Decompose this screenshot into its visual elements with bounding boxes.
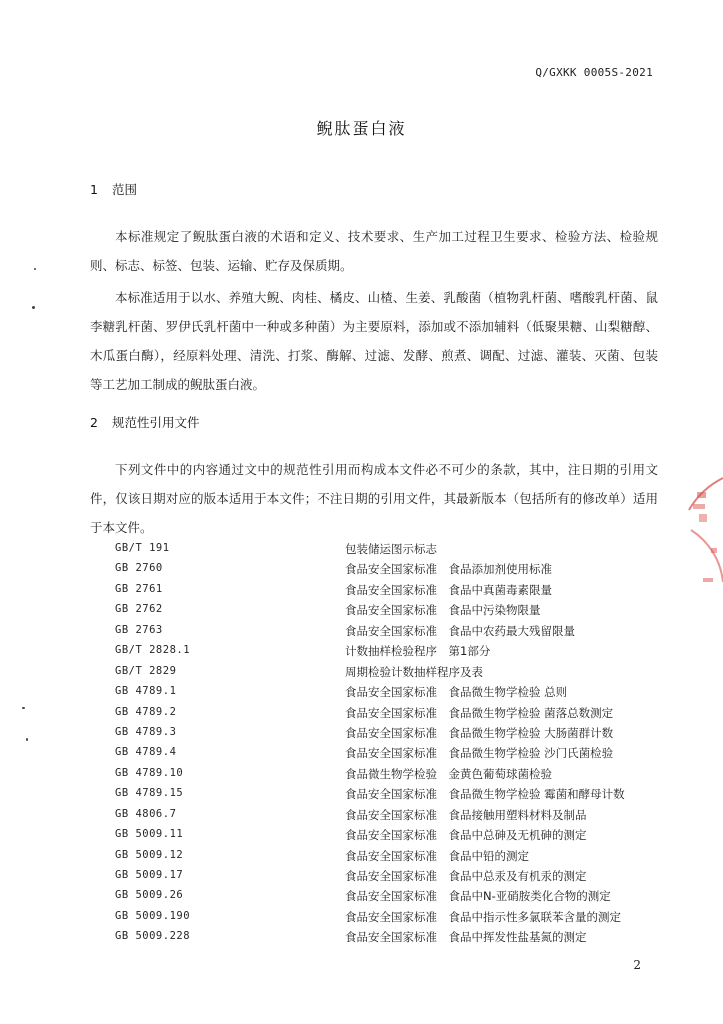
reference-title: 包装储运图示标志	[345, 542, 437, 556]
reference-title: 食品安全国家标准 食品微生物学检验 总则	[345, 685, 568, 700]
reference-code: GB 5009.26	[115, 889, 184, 902]
reference-code: GB/T 2829	[115, 664, 177, 677]
reference-row	[115, 540, 665, 560]
reference-row	[115, 928, 665, 948]
reference-row	[115, 847, 665, 867]
reference-code: GB/T 2828.1	[115, 644, 191, 657]
reference-title: 计数抽样检验程序 第1部分	[345, 644, 491, 659]
reference-title: 食品微生物学检验 金黄色葡萄球菌检验	[345, 766, 552, 781]
reference-code: GB 4789.2	[115, 705, 177, 718]
reference-row	[115, 683, 665, 703]
reference-code: GB 5009.12	[115, 848, 184, 861]
reference-code: GB 4789.4	[115, 746, 177, 759]
document-title: 鲵肽蛋白液	[316, 119, 407, 138]
reference-code: GB 2761	[115, 582, 163, 595]
reference-code: GB 4789.3	[115, 725, 177, 738]
reference-code: GB 5009.11	[115, 828, 184, 841]
reference-title: 食品安全国家标准 食品微生物学检验 菌落总数测定	[345, 705, 614, 720]
reference-title: 食品安全国家标准 食品接触用塑料材料及制品	[345, 807, 587, 822]
reference-title: 食品安全国家标准 食品中指示性多氯联苯含量的测定	[345, 909, 621, 924]
reference-title: 食品安全国家标准 食品中N-亚硝胺类化合物的测定	[345, 889, 611, 904]
section-number: 1	[90, 182, 98, 197]
reference-row	[115, 622, 665, 642]
scope-paragraph-2: 本标准适用于以水、养殖大鲵、肉桂、橘皮、山楂、生姜、乳酸菌（植物乳杆菌、嗜酸乳杆菌、鼠李糖乳杆菌、罗伊氏乳杆菌中一种或多种菌）为主要原料，添加或不添加辅料（低聚果糖、山梨糖醇、木瓜蛋白酶），经原料处理、清洗、打浆、酶解、过滤、发酵、煎煮、调配、过滤、灌装、灭菌、包装等工艺加工制成的鲵肽蛋白液。	[90, 290, 658, 392]
reference-title: 食品安全国家标准 食品中总汞及有机汞的测定	[345, 869, 587, 883]
reference-row	[115, 663, 665, 683]
reference-row	[115, 560, 665, 580]
standard-code: Q/GXKK 0005S-2021	[535, 66, 653, 79]
scan-speck	[34, 268, 36, 270]
reference-code: GB/T 191	[115, 542, 170, 554]
scan-speck	[26, 738, 28, 741]
reference-list	[115, 540, 665, 949]
scope-paragraph-1: 本标准规定了鲵肽蛋白液的术语和定义、技术要求、生产加工过程卫生要求、检验方法、检验规则、标志、标签、包装、运输、贮存及保质期。	[90, 229, 658, 273]
reference-row	[115, 744, 665, 764]
reference-code: GB 2763	[115, 623, 163, 636]
reference-title: 食品安全国家标准 食品中农药最大残留限量	[345, 623, 575, 638]
reference-code: GB 4806.7	[115, 807, 177, 820]
reference-code: GB 2760	[115, 562, 163, 575]
reference-row	[115, 887, 665, 907]
reference-row	[115, 826, 665, 846]
reference-row	[115, 908, 665, 928]
reference-code: GB 5009.228	[115, 930, 191, 943]
reference-row	[115, 642, 665, 662]
reference-code: GB 5009.17	[115, 869, 184, 881]
reference-code: GB 4789.1	[115, 685, 177, 698]
reference-title: 食品安全国家标准 食品中真菌毒素限量	[345, 582, 552, 597]
reference-title: 周期检验计数抽样程序及表	[345, 664, 483, 679]
reference-title: 食品安全国家标准 食品中铅的测定	[345, 848, 529, 863]
reference-title: 食品安全国家标准 食品微生物学检验 霉菌和酵母计数	[345, 787, 625, 802]
reference-row	[115, 765, 665, 785]
section-number: 2	[90, 415, 98, 430]
reference-code: GB 2762	[115, 603, 163, 616]
scan-speck	[22, 707, 25, 709]
reference-title: 食品安全国家标准 食品中挥发性盐基氮的测定	[345, 930, 587, 945]
reference-code: GB 5009.190	[115, 909, 191, 922]
reference-row	[115, 581, 665, 601]
reference-code: GB 4789.15	[115, 787, 184, 800]
references-intro-paragraph: 下列文件中的内容通过文中的规范性引用而构成本文件必不可少的条款，其中，注日期的引用文件，仅该日期对应的版本适用于本文件；不注日期的引用文件，其最新版本（包括所有的修改单）适用于本文件。	[90, 462, 658, 535]
reference-row	[115, 601, 665, 621]
reference-row	[115, 867, 665, 887]
reference-title: 食品安全国家标准 食品微生物学检验 沙门氏菌检验	[345, 746, 614, 761]
section-heading-normative-references	[90, 413, 200, 431]
reference-title: 食品安全国家标准 食品中总砷及无机砷的测定	[345, 828, 587, 843]
scan-speck	[32, 306, 35, 309]
reference-row	[115, 704, 665, 724]
reference-title: 食品安全国家标准 食品添加剂使用标准	[345, 562, 552, 577]
reference-title: 食品安全国家标准 食品中污染物限量	[345, 603, 541, 618]
reference-row	[115, 785, 665, 805]
reference-code: GB 4789.10	[115, 766, 184, 779]
reference-row	[115, 806, 665, 826]
reference-row	[115, 724, 665, 744]
section-title: 范围	[112, 182, 138, 197]
section-title: 规范性引用文件	[112, 415, 200, 430]
page-number: 2	[633, 958, 641, 972]
section-heading-scope	[90, 180, 137, 198]
company-seal-fragment	[683, 470, 723, 620]
reference-title: 食品安全国家标准 食品微生物学检验 大肠菌群计数	[345, 725, 614, 740]
